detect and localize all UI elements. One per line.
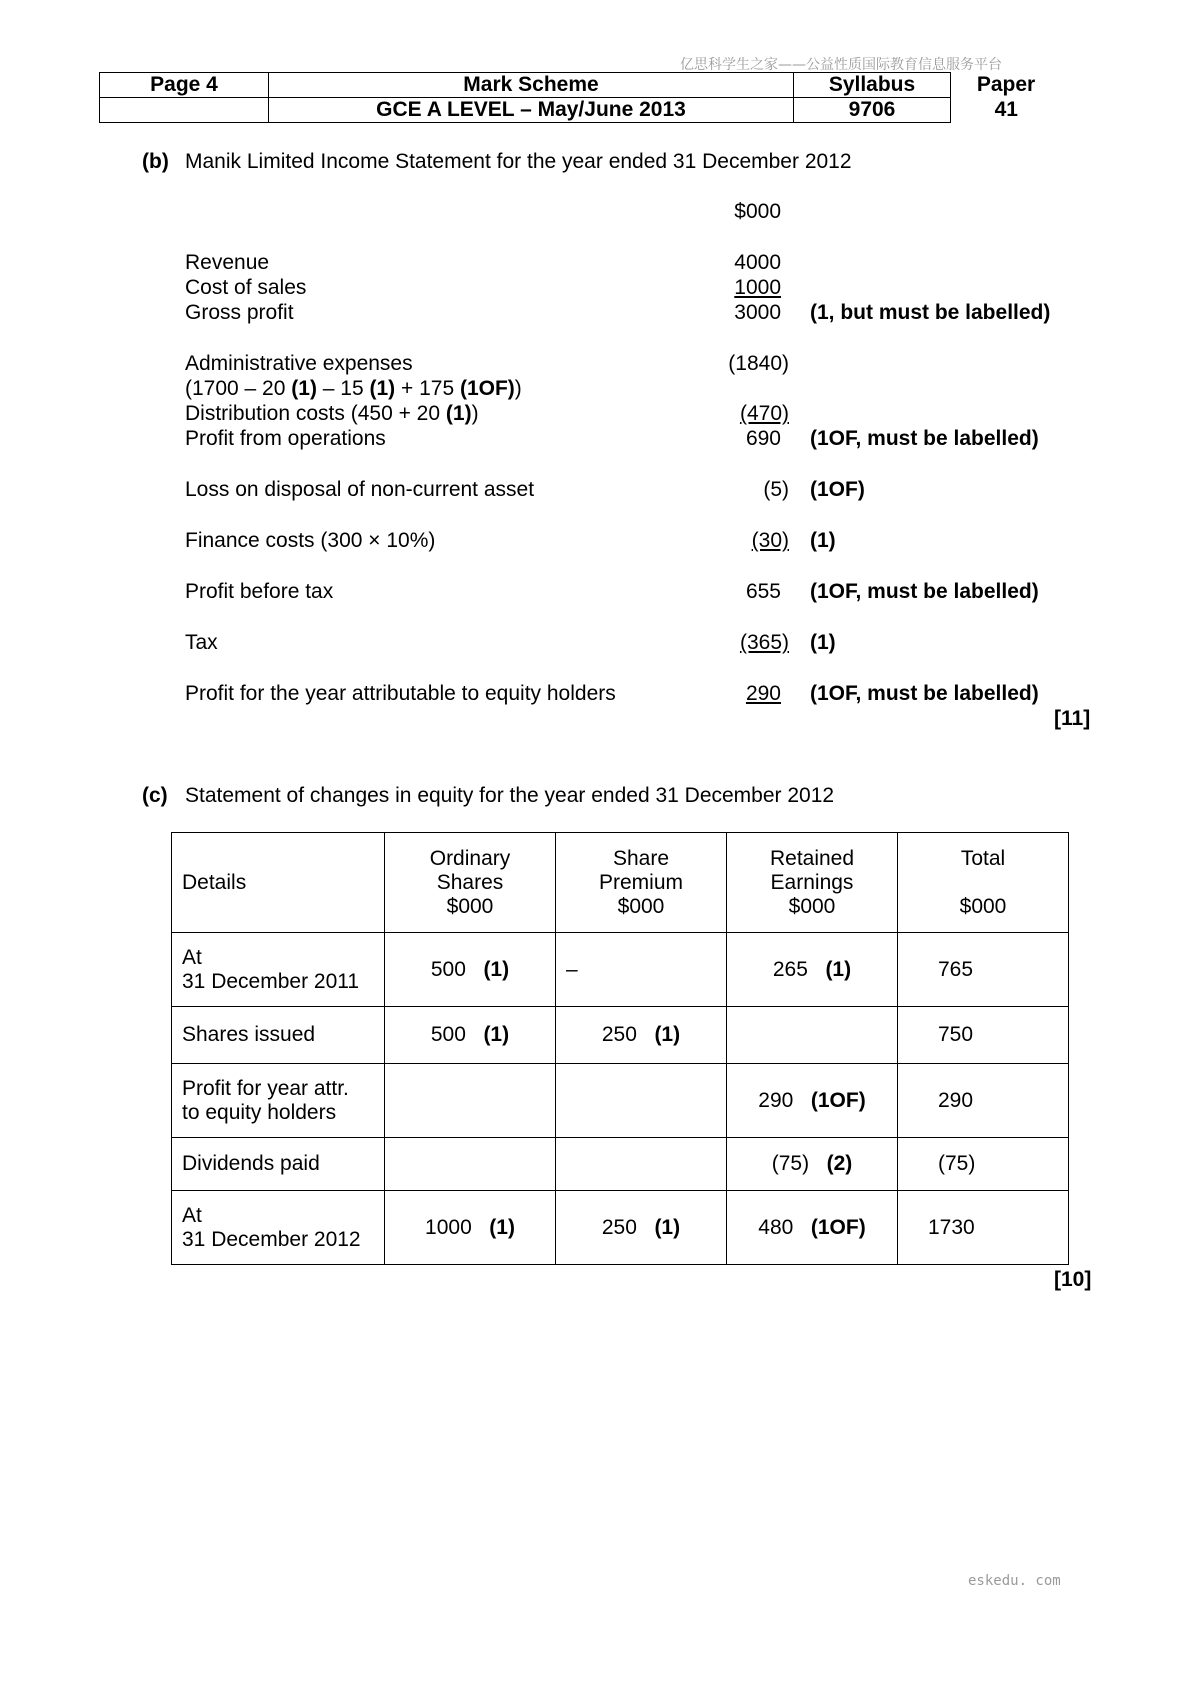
tax-label: Tax bbox=[185, 631, 218, 654]
soce-row-details: Shares issued bbox=[172, 1007, 385, 1064]
soce-retained-mark: (1) bbox=[825, 957, 852, 981]
loss-disposal-label: Loss on disposal of non-current asset bbox=[185, 478, 535, 501]
soce-ordinary-cell bbox=[385, 1138, 556, 1191]
distribution-label bbox=[185, 402, 479, 426]
soce-premium-cell bbox=[556, 1007, 727, 1064]
soce-header-premium bbox=[556, 833, 727, 933]
soce-header-premium-2: Premium bbox=[598, 870, 683, 894]
cost-of-sales-amount: 1000 bbox=[734, 276, 781, 299]
header-paper-label: Paper bbox=[976, 73, 1036, 96]
soce-header-total bbox=[898, 833, 1069, 933]
part-b-total-marks: [11] bbox=[1054, 707, 1091, 730]
profit-year-amount: 290 bbox=[745, 682, 781, 705]
table-row bbox=[172, 1191, 1069, 1265]
soce-header-retained-3: $000 bbox=[788, 894, 836, 918]
admin-detail-m2: (1) bbox=[369, 377, 396, 400]
soce-retained-cell bbox=[727, 1064, 898, 1138]
soce-retained-value: 290 bbox=[758, 1088, 794, 1112]
soce-header-ordinary-2: Shares bbox=[436, 870, 504, 894]
cost-of-sales-value bbox=[691, 276, 781, 300]
soce-details-line1: At bbox=[182, 945, 202, 969]
soce-premium-value: 250 bbox=[601, 1215, 637, 1239]
soce-header-retained bbox=[727, 833, 898, 933]
soce-table bbox=[171, 832, 1069, 1265]
part-b-title: Manik Limited Income Statement for the year ended 31 December 2012 bbox=[185, 150, 852, 173]
gross-profit-label: Gross profit bbox=[185, 301, 294, 324]
admin-detail bbox=[185, 377, 522, 401]
distribution-m1: (1) bbox=[445, 402, 472, 425]
admin-detail-m3: (1OF) bbox=[459, 377, 515, 400]
soce-premium-cell bbox=[556, 933, 727, 1007]
header-syllabus-label: Syllabus bbox=[794, 73, 951, 98]
admin-detail-p3: + 175 bbox=[395, 377, 460, 400]
soce-header-premium-3: $000 bbox=[617, 894, 665, 918]
soce-total-cell: 765 bbox=[898, 933, 1069, 1007]
soce-header-row bbox=[172, 833, 1069, 933]
soce-details-line2: 31 December 2012 bbox=[182, 1227, 361, 1251]
soce-retained-value: 480 bbox=[758, 1215, 794, 1239]
part-c-label: (c) bbox=[142, 784, 168, 807]
table-row bbox=[172, 1064, 1069, 1138]
profit-year-value bbox=[691, 682, 781, 706]
soce-details-line2: to equity holders bbox=[182, 1100, 337, 1124]
tax-value bbox=[699, 631, 789, 655]
soce-retained-mark: (1OF) bbox=[810, 1088, 866, 1112]
finance-value bbox=[699, 529, 789, 553]
cost-of-sales-label: Cost of sales bbox=[185, 276, 307, 299]
soce-ordinary-cell bbox=[385, 1007, 556, 1064]
soce-premium-value: – bbox=[566, 957, 578, 981]
finance-mark: (1) bbox=[810, 529, 836, 552]
soce-premium-value: 250 bbox=[601, 1023, 637, 1046]
soce-header-details: Details bbox=[172, 833, 385, 933]
loss-disposal-value: (5) bbox=[763, 478, 789, 501]
finance-amount: (30) bbox=[751, 529, 789, 552]
soce-header-retained-1: Retained bbox=[769, 846, 855, 870]
soce-premium-cell bbox=[556, 1191, 727, 1265]
part-c-title: Statement of changes in equity for the year ended 31 December 2012 bbox=[185, 784, 835, 807]
soce-premium-cell bbox=[556, 1064, 727, 1138]
soce-row-details bbox=[172, 1191, 385, 1265]
watermark-bottom: eskedu. com bbox=[968, 1573, 1061, 1589]
admin-detail-p4: ) bbox=[514, 377, 522, 400]
soce-premium-mark: (1) bbox=[654, 1023, 681, 1046]
soce-ordinary-value: 500 bbox=[430, 957, 466, 981]
header-paper-number: 41 bbox=[994, 98, 1018, 121]
soce-ordinary-cell bbox=[385, 1191, 556, 1265]
soce-header-total-3: $000 bbox=[959, 894, 1007, 918]
header-subtitle: GCE A LEVEL – May/June 2013 bbox=[269, 98, 794, 123]
soce-details-line1: At bbox=[182, 1203, 202, 1227]
soce-header-ordinary bbox=[385, 833, 556, 933]
table-row bbox=[172, 1138, 1069, 1191]
soce-premium-cell bbox=[556, 1138, 727, 1191]
part-c-total-marks: [10] bbox=[1054, 1268, 1092, 1291]
header-empty-cell bbox=[100, 98, 269, 123]
soce-header-ordinary-3: $000 bbox=[446, 894, 494, 918]
soce-total-cell: 750 bbox=[898, 1007, 1069, 1064]
soce-retained-cell bbox=[727, 933, 898, 1007]
profit-ops-label: Profit from operations bbox=[185, 427, 386, 450]
pbt-mark: (1OF, must be labelled) bbox=[810, 580, 1039, 603]
soce-header-ordinary-1: Ordinary bbox=[429, 846, 511, 870]
admin-detail-p2: – 15 bbox=[316, 377, 370, 400]
admin-value: (1840) bbox=[728, 352, 789, 375]
soce-retained-cell bbox=[727, 1007, 898, 1064]
soce-total-cell: 1730 bbox=[898, 1191, 1069, 1265]
soce-ordinary-mark: (1) bbox=[483, 957, 510, 981]
unit-header: $000 bbox=[734, 200, 781, 223]
soce-header-total-1: Total bbox=[960, 846, 1006, 870]
profit-year-mark: (1OF, must be labelled) bbox=[810, 682, 1039, 705]
soce-header-retained-2: Earnings bbox=[770, 870, 854, 894]
profit-ops-mark: (1OF, must be labelled) bbox=[810, 427, 1039, 450]
soce-retained-mark: (1OF) bbox=[810, 1215, 866, 1239]
loss-disposal-mark: (1OF) bbox=[810, 478, 865, 501]
soce-row-details: Dividends paid bbox=[172, 1138, 385, 1191]
gross-profit-value: 3000 bbox=[734, 301, 781, 324]
soce-ordinary-cell bbox=[385, 1064, 556, 1138]
part-b-label: (b) bbox=[142, 150, 169, 173]
table-row bbox=[172, 933, 1069, 1007]
distribution-amount: (470) bbox=[739, 402, 789, 425]
tax-mark: (1) bbox=[810, 631, 836, 654]
admin-detail-m1: (1) bbox=[291, 377, 317, 400]
table-row bbox=[172, 1007, 1069, 1064]
soce-ordinary-value: 500 bbox=[430, 1023, 466, 1046]
soce-ordinary-cell bbox=[385, 933, 556, 1007]
revenue-label: Revenue bbox=[185, 251, 270, 274]
header-syllabus-code: 9706 bbox=[794, 98, 951, 123]
soce-details-line1: Profit for year attr. bbox=[182, 1076, 349, 1100]
soce-total-cell: 290 bbox=[898, 1064, 1069, 1138]
header-page: Page 4 bbox=[100, 73, 269, 98]
pbt-label: Profit before tax bbox=[185, 580, 334, 603]
header-table bbox=[99, 72, 1062, 123]
revenue-value: 4000 bbox=[734, 251, 781, 274]
soce-retained-value: 265 bbox=[772, 957, 808, 981]
finance-label: Finance costs (300 × 10%) bbox=[185, 529, 436, 552]
profit-ops-value: 690 bbox=[745, 427, 781, 450]
soce-ordinary-value: 1000 bbox=[425, 1215, 472, 1239]
admin-label: Administrative expenses bbox=[185, 352, 413, 375]
soce-ordinary-mark: (1) bbox=[489, 1215, 515, 1239]
distribution-p1: Distribution costs (450 + 20 bbox=[185, 402, 446, 425]
header-title: Mark Scheme bbox=[269, 73, 794, 98]
soce-retained-cell bbox=[727, 1138, 898, 1191]
gross-profit-mark: (1, but must be labelled) bbox=[810, 301, 1051, 324]
tax-amount: (365) bbox=[739, 631, 789, 654]
watermark-top: 亿思科学生之家——公益性质国际教育信息服务平台 bbox=[680, 57, 1002, 73]
soce-row-details bbox=[172, 933, 385, 1007]
pbt-value: 655 bbox=[745, 580, 781, 603]
soce-retained-cell bbox=[727, 1191, 898, 1265]
distribution-p2: ) bbox=[471, 402, 479, 425]
soce-retained-mark: (2) bbox=[826, 1152, 853, 1175]
soce-total-cell: (75) bbox=[898, 1138, 1069, 1191]
soce-retained-value: (75) bbox=[771, 1152, 810, 1175]
soce-premium-mark: (1) bbox=[654, 1215, 681, 1239]
soce-row-details bbox=[172, 1064, 385, 1138]
profit-year-label: Profit for the year attributable to equity holders bbox=[185, 682, 616, 705]
admin-detail-p1: (1700 – 20 bbox=[185, 377, 292, 400]
soce-header-premium-1: Share bbox=[612, 846, 670, 870]
distribution-value bbox=[699, 402, 789, 426]
soce-details-line2: 31 December 2011 bbox=[182, 969, 360, 993]
soce-ordinary-mark: (1) bbox=[483, 1023, 510, 1046]
